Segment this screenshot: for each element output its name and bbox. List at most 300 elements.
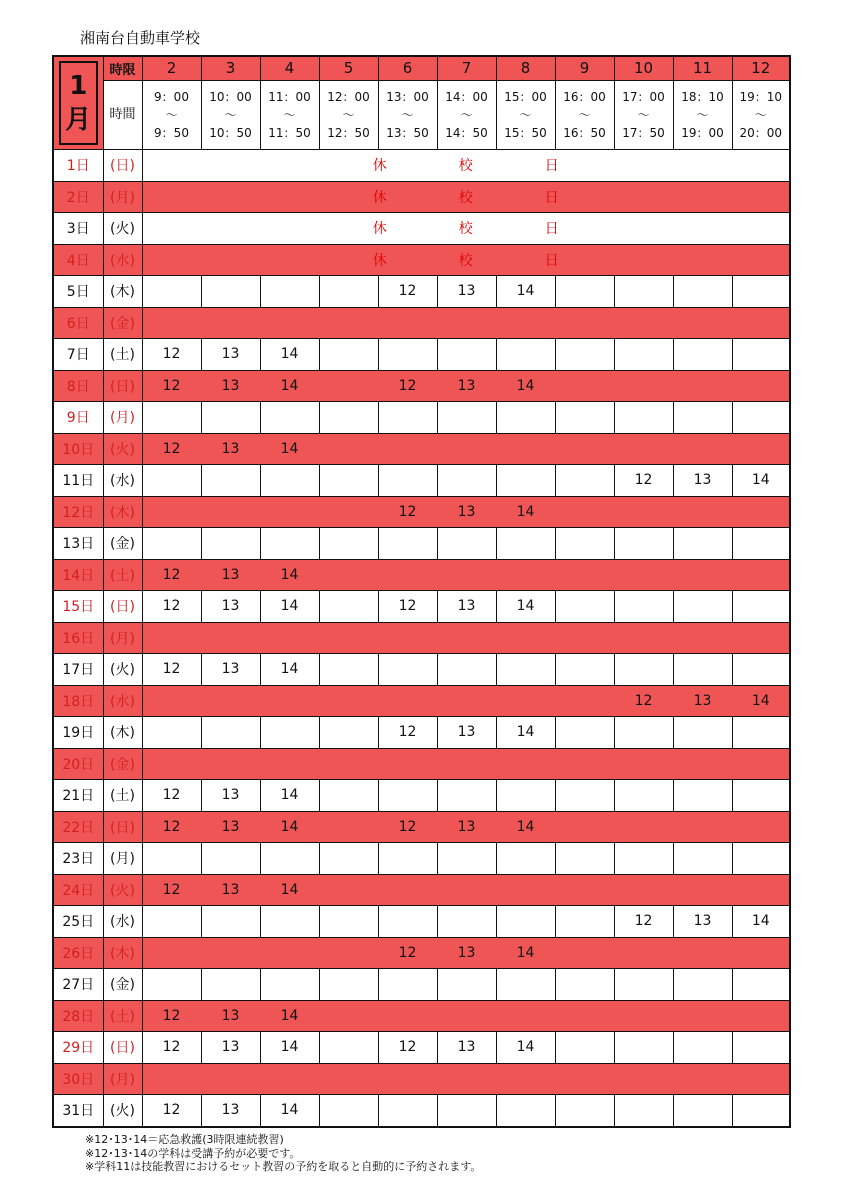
- lesson-cell: 14: [496, 937, 555, 969]
- lesson-cell: [555, 780, 614, 812]
- time-header-row: [53, 80, 790, 149]
- day-date: 28日: [53, 1000, 103, 1032]
- lesson-cell: [496, 1000, 555, 1032]
- lesson-cell: [496, 339, 555, 371]
- day-row: [53, 748, 790, 780]
- lesson-cell: [201, 717, 260, 749]
- lesson-cell: [319, 1095, 378, 1127]
- lesson-cell: [437, 654, 496, 686]
- lesson-cell: [496, 559, 555, 591]
- lesson-cell: 12: [142, 559, 201, 591]
- lesson-cell: [496, 528, 555, 560]
- closed-char: 校: [458, 252, 473, 269]
- period-header-cell: 5: [319, 56, 378, 80]
- lesson-cell: 12: [378, 591, 437, 623]
- day-date: 10日: [53, 433, 103, 465]
- day-date: 3日: [53, 213, 103, 245]
- day-row: [53, 150, 790, 182]
- lesson-cell: [319, 402, 378, 434]
- lesson-cell: 14: [496, 717, 555, 749]
- lesson-cell: 14: [496, 496, 555, 528]
- lesson-cell: 13: [201, 811, 260, 843]
- lesson-cell: [496, 969, 555, 1001]
- lesson-cell: [437, 1000, 496, 1032]
- lesson-cell: 13: [437, 276, 496, 308]
- day-weekday: (土): [103, 780, 142, 812]
- lesson-cell: [673, 433, 732, 465]
- day-row: [53, 937, 790, 969]
- time-header-cell: [614, 80, 673, 149]
- closed-day-label: [142, 244, 790, 276]
- lesson-cell: 12: [142, 370, 201, 402]
- lesson-cell: 12: [142, 339, 201, 371]
- lesson-cell: [142, 496, 201, 528]
- day-weekday: (水): [103, 906, 142, 938]
- lesson-cell: [201, 307, 260, 339]
- day-weekday: (水): [103, 244, 142, 276]
- day-row: [53, 528, 790, 560]
- lesson-cell: [437, 528, 496, 560]
- lesson-cell: [378, 622, 437, 654]
- period-label: 時限: [103, 56, 142, 80]
- day-date: 21日: [53, 780, 103, 812]
- day-date: 15日: [53, 591, 103, 623]
- lesson-cell: [378, 906, 437, 938]
- lesson-cell: 13: [437, 937, 496, 969]
- lesson-cell: [732, 937, 790, 969]
- lesson-cell: [614, 307, 673, 339]
- lesson-cell: 14: [260, 1032, 319, 1064]
- lesson-cell: [673, 370, 732, 402]
- lesson-cell: [378, 559, 437, 591]
- lesson-cell: [555, 496, 614, 528]
- lesson-cell: 14: [496, 276, 555, 308]
- lesson-cell: [319, 937, 378, 969]
- lesson-cell: [378, 748, 437, 780]
- lesson-cell: 12: [142, 654, 201, 686]
- lesson-cell: [260, 496, 319, 528]
- lesson-cell: [142, 307, 201, 339]
- lesson-cell: 13: [201, 591, 260, 623]
- lesson-cell: [260, 465, 319, 497]
- closed-char: 日: [544, 189, 559, 206]
- time-tilde: ～: [696, 107, 709, 122]
- lesson-cell: 13: [201, 370, 260, 402]
- lesson-cell: [732, 717, 790, 749]
- lesson-cell: 13: [437, 717, 496, 749]
- lesson-cell: [142, 906, 201, 938]
- day-row: [53, 559, 790, 591]
- lesson-cell: [378, 307, 437, 339]
- time-header-cell: [142, 80, 201, 149]
- time-end: 15：50: [504, 125, 547, 140]
- day-row: [53, 622, 790, 654]
- lesson-cell: 13: [201, 339, 260, 371]
- lesson-cell: [555, 559, 614, 591]
- lesson-cell: [555, 1000, 614, 1032]
- lesson-cell: 13: [673, 685, 732, 717]
- day-row: [53, 906, 790, 938]
- lesson-cell: [319, 654, 378, 686]
- day-weekday: (日): [103, 591, 142, 623]
- lesson-cell: 12: [142, 433, 201, 465]
- lesson-cell: [319, 811, 378, 843]
- lesson-cell: 12: [378, 937, 437, 969]
- day-weekday: (金): [103, 528, 142, 560]
- period-header-row: [53, 56, 790, 80]
- period-header-cell: 6: [378, 56, 437, 80]
- lesson-cell: [673, 559, 732, 591]
- lesson-cell: [319, 339, 378, 371]
- lesson-cell: [614, 843, 673, 875]
- lesson-cell: [732, 591, 790, 623]
- lesson-cell: [319, 591, 378, 623]
- lesson-cell: 14: [260, 433, 319, 465]
- closed-day-label: [142, 181, 790, 213]
- day-date: 24日: [53, 874, 103, 906]
- day-row: [53, 244, 790, 276]
- lesson-cell: 13: [673, 465, 732, 497]
- lesson-cell: 13: [437, 370, 496, 402]
- time-header-cell: [319, 80, 378, 149]
- day-weekday: (水): [103, 685, 142, 717]
- lesson-cell: [614, 402, 673, 434]
- lesson-cell: [732, 370, 790, 402]
- time-header-cell: [732, 80, 790, 149]
- lesson-cell: [614, 433, 673, 465]
- lesson-cell: [201, 496, 260, 528]
- day-weekday: (木): [103, 496, 142, 528]
- lesson-cell: [496, 1063, 555, 1095]
- day-date: 20日: [53, 748, 103, 780]
- lesson-cell: [673, 1032, 732, 1064]
- lesson-cell: 12: [142, 591, 201, 623]
- lesson-cell: [319, 1063, 378, 1095]
- lesson-cell: [260, 969, 319, 1001]
- lesson-cell: [673, 717, 732, 749]
- period-header-cell: 8: [496, 56, 555, 80]
- lesson-cell: [673, 1000, 732, 1032]
- lesson-cell: [142, 685, 201, 717]
- day-row: [53, 181, 790, 213]
- time-header-cell: [673, 80, 732, 149]
- day-date: 19日: [53, 717, 103, 749]
- day-date: 26日: [53, 937, 103, 969]
- lesson-cell: [555, 276, 614, 308]
- lesson-cell: [673, 654, 732, 686]
- time-start: 12：00: [327, 89, 370, 104]
- lesson-cell: [614, 969, 673, 1001]
- lesson-cell: [614, 1032, 673, 1064]
- lesson-cell: [732, 811, 790, 843]
- lesson-cell: 12: [142, 1000, 201, 1032]
- lesson-cell: 14: [496, 370, 555, 402]
- time-tilde: ～: [401, 107, 414, 122]
- lesson-cell: 13: [437, 1032, 496, 1064]
- time-header-cell: [496, 80, 555, 149]
- lesson-cell: [437, 874, 496, 906]
- lesson-cell: [437, 622, 496, 654]
- lesson-cell: [319, 748, 378, 780]
- lesson-cell: [319, 496, 378, 528]
- lesson-cell: [732, 748, 790, 780]
- time-start: 15：00: [504, 89, 547, 104]
- lesson-cell: [437, 1095, 496, 1127]
- lesson-cell: 12: [614, 906, 673, 938]
- lesson-cell: [496, 622, 555, 654]
- day-row: [53, 1000, 790, 1032]
- lesson-cell: [732, 307, 790, 339]
- lesson-cell: [260, 843, 319, 875]
- lesson-cell: [142, 937, 201, 969]
- lesson-cell: [673, 1063, 732, 1095]
- lesson-cell: 13: [201, 1000, 260, 1032]
- lesson-cell: [201, 937, 260, 969]
- lesson-cell: [260, 528, 319, 560]
- lesson-cell: 13: [201, 559, 260, 591]
- day-weekday: (木): [103, 276, 142, 308]
- day-date: 13日: [53, 528, 103, 560]
- lesson-cell: 12: [142, 780, 201, 812]
- lesson-cell: [496, 780, 555, 812]
- day-row: [53, 276, 790, 308]
- day-weekday: (月): [103, 843, 142, 875]
- closed-char: 校: [458, 221, 473, 238]
- lesson-cell: 14: [732, 685, 790, 717]
- lesson-cell: [732, 843, 790, 875]
- day-weekday: (土): [103, 559, 142, 591]
- day-weekday: (水): [103, 465, 142, 497]
- lesson-cell: [555, 465, 614, 497]
- day-row: [53, 402, 790, 434]
- day-weekday: (金): [103, 748, 142, 780]
- lesson-cell: [201, 528, 260, 560]
- day-row: [53, 811, 790, 843]
- time-end: 13：50: [386, 125, 429, 140]
- closed-day-label: [142, 150, 790, 182]
- lesson-cell: [260, 685, 319, 717]
- day-weekday: (金): [103, 969, 142, 1001]
- day-weekday: (日): [103, 150, 142, 182]
- lesson-cell: 14: [260, 874, 319, 906]
- lesson-cell: 14: [260, 780, 319, 812]
- time-end: 14：50: [445, 125, 488, 140]
- lesson-cell: 12: [142, 811, 201, 843]
- lesson-cell: 12: [614, 685, 673, 717]
- lesson-cell: [201, 1063, 260, 1095]
- lesson-cell: 14: [496, 591, 555, 623]
- day-weekday: (木): [103, 717, 142, 749]
- lesson-cell: 12: [378, 496, 437, 528]
- closed-char: 日: [544, 158, 559, 175]
- time-end: 16：50: [563, 125, 606, 140]
- lesson-cell: 13: [201, 1032, 260, 1064]
- lesson-cell: [378, 433, 437, 465]
- lesson-cell: [555, 969, 614, 1001]
- lesson-cell: [555, 1095, 614, 1127]
- day-date: 18日: [53, 685, 103, 717]
- lesson-cell: [378, 685, 437, 717]
- lesson-cell: [378, 654, 437, 686]
- day-weekday: (月): [103, 1063, 142, 1095]
- lesson-cell: [673, 402, 732, 434]
- time-header-cell: [555, 80, 614, 149]
- day-row: [53, 1032, 790, 1064]
- lesson-cell: [732, 496, 790, 528]
- lesson-cell: [260, 402, 319, 434]
- lesson-cell: [142, 969, 201, 1001]
- time-header-cell: [201, 80, 260, 149]
- day-weekday: (金): [103, 307, 142, 339]
- day-row: [53, 307, 790, 339]
- time-end: 9：50: [154, 125, 189, 140]
- lesson-cell: [437, 402, 496, 434]
- lesson-cell: [319, 370, 378, 402]
- lesson-cell: 12: [142, 1032, 201, 1064]
- lesson-cell: [319, 433, 378, 465]
- time-start: 16：00: [563, 89, 606, 104]
- lesson-cell: [555, 591, 614, 623]
- lesson-cell: [732, 339, 790, 371]
- closed-char: 休: [372, 158, 387, 175]
- day-date: 27日: [53, 969, 103, 1001]
- closed-char: 校: [458, 189, 473, 206]
- closed-char: 休: [372, 252, 387, 269]
- lesson-cell: [319, 528, 378, 560]
- lesson-cell: [201, 622, 260, 654]
- lesson-cell: [732, 622, 790, 654]
- lesson-cell: 13: [437, 591, 496, 623]
- time-start: 13：00: [386, 89, 429, 104]
- lesson-cell: 12: [142, 874, 201, 906]
- time-end: 17：50: [622, 125, 665, 140]
- day-date: 31日: [53, 1095, 103, 1127]
- lesson-cell: [732, 1032, 790, 1064]
- lesson-cell: [260, 276, 319, 308]
- month-label: [53, 56, 103, 150]
- day-date: 5日: [53, 276, 103, 308]
- month-number: 1: [69, 71, 88, 101]
- day-row: [53, 213, 790, 245]
- lesson-cell: 14: [260, 559, 319, 591]
- day-weekday: (土): [103, 1000, 142, 1032]
- day-weekday: (月): [103, 402, 142, 434]
- lesson-cell: 14: [732, 906, 790, 938]
- note-line: ※12･13･14＝応急救護(3時限連続教習): [85, 1133, 284, 1146]
- lesson-cell: 14: [260, 591, 319, 623]
- lesson-cell: [378, 969, 437, 1001]
- closed-char: 休: [372, 189, 387, 206]
- lesson-cell: [437, 433, 496, 465]
- lesson-cell: [732, 433, 790, 465]
- time-start: 18：10: [681, 89, 724, 104]
- lesson-cell: 14: [260, 654, 319, 686]
- lesson-cell: [555, 937, 614, 969]
- lesson-cell: [614, 748, 673, 780]
- period-header-cell: 2: [142, 56, 201, 80]
- day-weekday: (土): [103, 339, 142, 371]
- lesson-cell: [732, 780, 790, 812]
- period-header-cell: 10: [614, 56, 673, 80]
- lesson-cell: 14: [260, 339, 319, 371]
- time-start: 19：10: [739, 89, 783, 104]
- lesson-cell: [555, 874, 614, 906]
- lesson-cell: [319, 1032, 378, 1064]
- lesson-cell: [319, 717, 378, 749]
- lesson-cell: [201, 969, 260, 1001]
- day-row: [53, 969, 790, 1001]
- lesson-cell: [555, 654, 614, 686]
- lesson-cell: [614, 1000, 673, 1032]
- lesson-cell: [673, 496, 732, 528]
- lesson-cell: [378, 528, 437, 560]
- lesson-cell: [614, 874, 673, 906]
- lesson-cell: [319, 622, 378, 654]
- lesson-cell: 14: [732, 465, 790, 497]
- lesson-cell: [673, 307, 732, 339]
- day-weekday: (火): [103, 874, 142, 906]
- lesson-cell: 13: [201, 433, 260, 465]
- lesson-cell: [555, 433, 614, 465]
- lesson-cell: [260, 307, 319, 339]
- lesson-cell: 14: [260, 370, 319, 402]
- day-weekday: (火): [103, 213, 142, 245]
- lesson-cell: [260, 937, 319, 969]
- lesson-cell: [378, 402, 437, 434]
- time-tilde: ～: [754, 107, 767, 122]
- lesson-cell: [614, 780, 673, 812]
- lesson-cell: [732, 402, 790, 434]
- lesson-cell: [437, 780, 496, 812]
- lesson-cell: 14: [260, 1000, 319, 1032]
- lesson-cell: [732, 276, 790, 308]
- lesson-cell: [378, 843, 437, 875]
- lesson-cell: [319, 1000, 378, 1032]
- time-start: 14：00: [445, 89, 488, 104]
- lesson-cell: [378, 874, 437, 906]
- lesson-cell: [673, 339, 732, 371]
- day-date: 25日: [53, 906, 103, 938]
- lesson-cell: [378, 339, 437, 371]
- time-tilde: ～: [165, 107, 178, 122]
- lesson-cell: [614, 339, 673, 371]
- lesson-cell: [142, 528, 201, 560]
- day-row: [53, 339, 790, 371]
- lesson-cell: [201, 906, 260, 938]
- lesson-cell: [673, 937, 732, 969]
- lesson-cell: 13: [437, 811, 496, 843]
- day-date: 2日: [53, 181, 103, 213]
- lesson-cell: [319, 874, 378, 906]
- lesson-cell: [496, 685, 555, 717]
- lesson-cell: [614, 370, 673, 402]
- lesson-cell: [496, 906, 555, 938]
- lesson-cell: [673, 528, 732, 560]
- lesson-cell: [260, 748, 319, 780]
- day-row: [53, 496, 790, 528]
- lesson-cell: [437, 906, 496, 938]
- lesson-cell: [378, 780, 437, 812]
- lesson-cell: [142, 465, 201, 497]
- time-end: 12：50: [327, 125, 370, 140]
- day-date: 17日: [53, 654, 103, 686]
- lesson-cell: [378, 1063, 437, 1095]
- time-header-cell: [437, 80, 496, 149]
- day-date: 12日: [53, 496, 103, 528]
- lesson-cell: [614, 591, 673, 623]
- schedule-table: [52, 55, 791, 1128]
- day-weekday: (火): [103, 433, 142, 465]
